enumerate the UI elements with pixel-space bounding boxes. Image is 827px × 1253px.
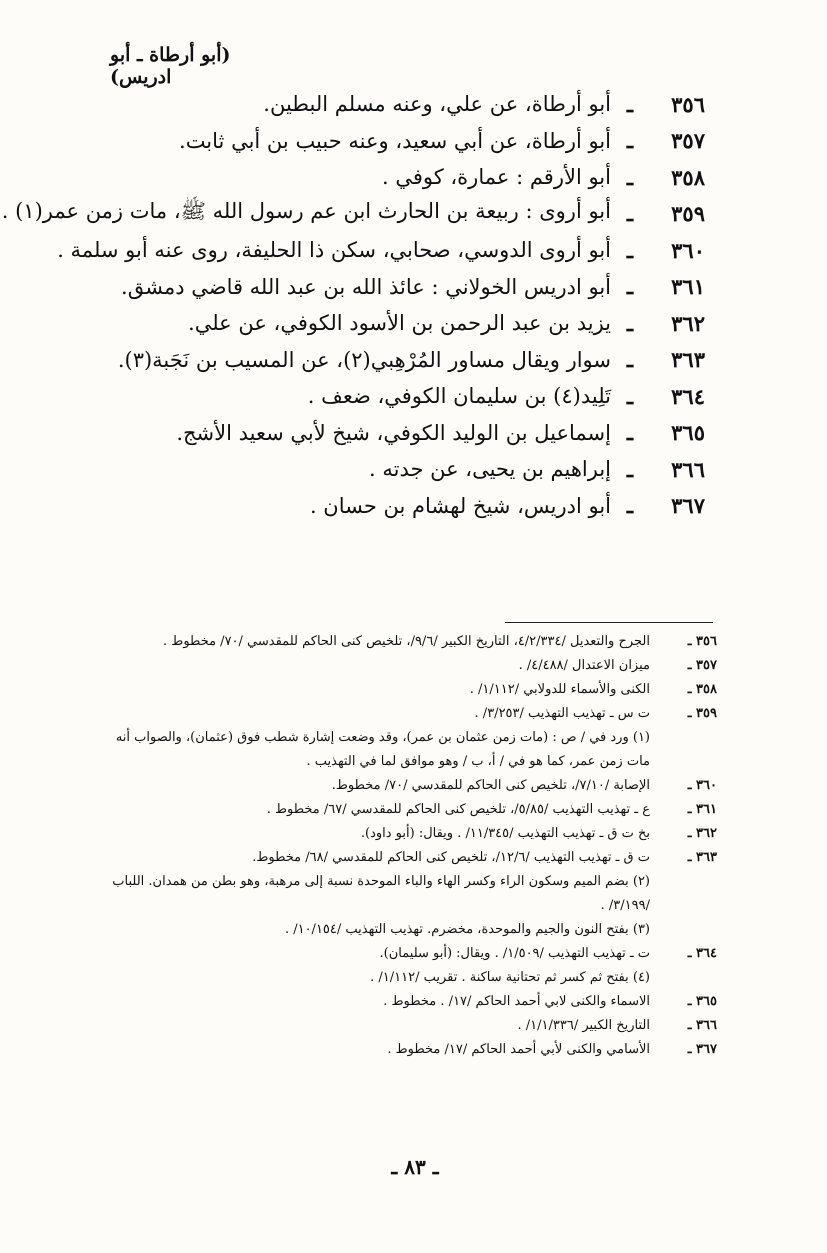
entries-list (1, 86, 705, 524)
source-note (112, 678, 717, 702)
entry-number: ٣٦١ (671, 274, 705, 300)
entry-dash: ـ (626, 310, 634, 336)
entry-text: أبو أروى : ربيعة بن الحارث ابن عم رسول الله ﷺ، مات زمن عمر(١) . (1, 199, 611, 224)
source-note (112, 822, 717, 846)
entry-text: أبو ادريس، شيخ لهشام بن حسان . (309, 493, 611, 518)
entry-number: ٣٦٦ (671, 456, 705, 482)
footnote (112, 870, 717, 918)
note-text: ت ـ تهذيب التهذيب /١/٥٠٩/ . ويقال: (أبو سليمان). (379, 946, 650, 961)
note-number: ٣٦٣ ـ (687, 850, 717, 865)
entry-number: ٣٦٥ (671, 420, 705, 446)
note-number: ٣٥٧ ـ (687, 658, 717, 673)
entry-number: ٣٦٧ (671, 493, 705, 519)
source-note (112, 774, 717, 798)
note-text: (٢) بضم الميم وسكون الراء وكسر الهاء والباء الموحدة نسبة إلى مرهبة، وهو بطن من همدان. اللباب /٣/١٩٩/ . (112, 874, 650, 913)
entry-number: ٣٥٨ (671, 164, 705, 190)
note-number: ٣٦٥ ـ (687, 994, 717, 1009)
entry-text: إسماعيل بن الوليد الكوفي، شيخ لأبي سعيد الأشج. (176, 420, 611, 445)
note-text: الكنى والأسماء للدولابي /١/١١٢/ . (469, 682, 650, 697)
entry-row (85, 378, 705, 415)
note-number: ٣٦١ ـ (687, 802, 717, 817)
entry-number: ٣٥٧ (671, 128, 705, 154)
note-number: ٣٦٧ ـ (687, 1042, 717, 1057)
page-number: ـ ٨٣ ـ (391, 1155, 439, 1179)
entry-row (85, 86, 705, 123)
entry-dash: ـ (626, 274, 634, 300)
entry-number: ٣٥٩ (671, 201, 705, 227)
entry-row (85, 451, 705, 488)
footnotes-list (112, 630, 717, 1062)
entry-row (1, 196, 705, 233)
note-number: ٣٥٩ ـ (687, 706, 717, 721)
entry-row (85, 342, 705, 379)
entry-text: إبراهيم بن يحيى، عن جدته . (368, 457, 611, 482)
entry-dash: ـ (626, 128, 634, 154)
entry-row (85, 305, 705, 342)
note-text: الجرح والتعديل /٤/٢/٣٣٤، التاريخ الكبير /٩/٦/، تلخيص كنى الحاكم للمقدسي /٧٠/ مخطوط . (163, 634, 650, 649)
note-text: الأسامي والكنى لأبي أحمد الحاكم /١٧/ مخطوط . (387, 1042, 650, 1057)
entry-number: ٣٥٦ (671, 91, 705, 117)
entry-text: سوار ويقال مساور المُرْهِبي(٢)، عن المسيب بن نَجَبة(٣). (117, 347, 611, 372)
source-note (112, 702, 717, 726)
note-number: ٣٦٦ ـ (687, 1018, 717, 1033)
note-text: ع ـ تهذيب التهذيب /٥/٨٥/، تلخيص كنى الحاكم للمقدسي /٦٧/ مخطوط . (266, 802, 650, 817)
entry-row (85, 159, 705, 196)
entry-text: أبو أروى الدوسي، صحابي، سكن ذا الحليفة، روى عنه أبو سلمة . (57, 238, 611, 263)
note-text: الاسماء والكنى لابي أحمد الحاكم /١٧/ . مخطوط . (383, 994, 650, 1009)
entry-dash: ـ (626, 237, 634, 263)
entry-text: تَلِيد(٤) بن سليمان الكوفي، ضعف . (307, 384, 611, 409)
entry-row (85, 488, 705, 525)
entry-dash: ـ (626, 201, 634, 227)
entry-row (85, 415, 705, 452)
note-text: الإصابة /٧/١٠/، تلخيص كنى الحاكم للمقدسي /٧٠/ مخطوط. (331, 778, 650, 793)
note-text: ت ق ـ تهذيب التهذيب /١٢/٦/، تلخيص كنى الحاكم للمقدسي /٦٨/ مخطوط. (252, 850, 650, 865)
note-number: ٣٥٨ ـ (687, 682, 717, 697)
note-number: ٣٦٢ ـ (687, 826, 717, 841)
note-number: ٣٥٦ ـ (687, 634, 717, 649)
note-text: ميزان الاعتدال /٤/٤٨٨/ . (518, 658, 650, 673)
entry-row (85, 269, 705, 306)
footnote (112, 726, 717, 774)
footnote (112, 966, 717, 990)
source-note (112, 990, 717, 1014)
note-text: (٤) بفتح ثم كسر ثم تحتانية ساكنة . تقريب /١/١١٢/ . (370, 970, 650, 985)
entry-number: ٣٦٢ (671, 310, 705, 336)
source-note (112, 846, 717, 870)
source-note (112, 630, 717, 654)
note-text: (٣) بفتح النون والجيم والموحدة، مخضرم. تهذيب التهذيب /١٠/١٥٤/ . (284, 922, 650, 937)
entry-dash: ـ (626, 347, 634, 373)
entry-dash: ـ (626, 164, 634, 190)
entry-dash: ـ (626, 493, 634, 519)
note-text: التاريخ الكبير /١/١/٣٣٦/ . (517, 1018, 650, 1033)
entry-text: أبو الأرقم : عمارة، كوفي . (381, 165, 611, 190)
footnote-separator (505, 622, 713, 623)
entry-number: ٣٦٣ (671, 347, 705, 373)
running-header: (أبو أرطاة ـ أبو ادريس) (110, 44, 231, 88)
entry-number: ٣٦٤ (671, 383, 705, 409)
entry-row (85, 123, 705, 160)
entry-dash: ـ (626, 420, 634, 446)
entry-dash: ـ (626, 456, 634, 482)
note-text: ت س ـ تهذيب التهذيب /٣/٢٥٣/ . (474, 706, 650, 721)
entry-text: أبو أرطاة، عن علي، وعنه مسلم البطين. (263, 92, 611, 117)
source-note (112, 1038, 717, 1062)
entry-text: أبو ادريس الخولاني : عائذ الله بن عبد الله قاضي دمشق. (121, 274, 611, 299)
entry-number: ٣٦٠ (671, 237, 705, 263)
entry-text: يزيد بن عبد الرحمن بن الأسود الكوفي، عن علي. (188, 311, 611, 336)
note-text: بخ ت ق ـ تهذيب التهذيب /١١/٣٤٥/ . ويقال: (أبو داود). (360, 826, 650, 841)
note-text: (١) ورد في / ص : (مات زمن عثمان بن عمر)، وقد وضعت إشارة شطب فوق (عثمان)، والصواب أنه مات زمن عمر، كما هو في / أ، ب / وهو موافق لما في التهذيب . (115, 730, 650, 769)
note-number: ٣٦٤ ـ (687, 946, 717, 961)
source-note (112, 1014, 717, 1038)
entry-text: أبو أرطاة، عن أبي سعيد، وعنه حبيب بن أبي ثابت. (179, 128, 611, 153)
source-note (112, 798, 717, 822)
source-note (112, 942, 717, 966)
entry-dash: ـ (626, 383, 634, 409)
source-note (112, 654, 717, 678)
footnote (112, 918, 717, 942)
entry-dash: ـ (626, 91, 634, 117)
note-number: ٣٦٠ ـ (687, 778, 717, 793)
entry-row (57, 232, 705, 269)
